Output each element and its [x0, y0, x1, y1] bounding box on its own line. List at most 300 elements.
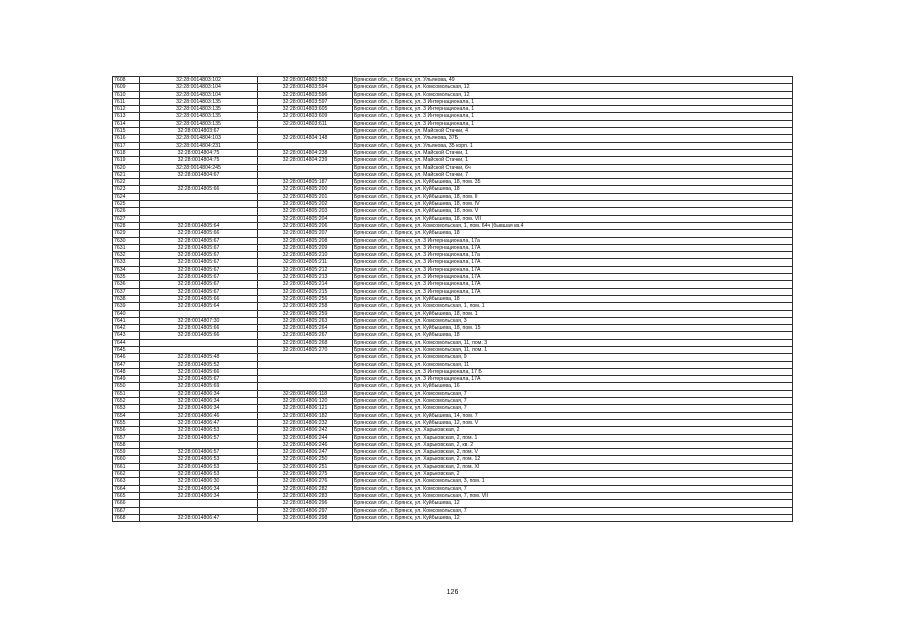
land-cadastral-number-cell: 32:28:0014806:34	[140, 398, 258, 405]
row-number-cell: 7659	[113, 449, 140, 456]
land-cadastral-number-cell: 32:28:0014806:34	[140, 405, 258, 412]
land-cadastral-number-cell: 32:28:0014805:66	[140, 230, 258, 237]
table-row	[113, 252, 793, 259]
land-cadastral-number-cell: 32:28:0014806:34	[140, 492, 258, 499]
table-row	[113, 164, 793, 171]
object-cadastral-number-cell	[258, 361, 353, 368]
row-number-cell: 7647	[113, 361, 140, 368]
row-number-cell: 7616	[113, 135, 140, 142]
address-cell: Брянская обл., г. Брянск, ул. Куйбышева, 18	[353, 332, 793, 339]
address-cell: Брянская обл., г. Брянск, ул. Комсомольская, 7	[353, 485, 793, 492]
table-row	[113, 310, 793, 317]
table-row	[113, 135, 793, 142]
address-cell: Брянская обл., г. Брянск, ул. Харьковская, 2, пом. XI	[353, 463, 793, 470]
row-number-cell: 7610	[113, 91, 140, 98]
address-cell: Брянская обл., г. Брянск, ул. Куйбышева, 16	[353, 383, 793, 390]
object-cadastral-number-cell: 32:28:0014806:247	[258, 449, 353, 456]
table-row	[113, 339, 793, 346]
table-row	[113, 281, 793, 288]
table-row	[113, 492, 793, 499]
land-cadastral-number-cell	[140, 339, 258, 346]
row-number-cell: 7622	[113, 179, 140, 186]
table-row	[113, 201, 793, 208]
address-cell: Брянская обл., г. Брянск, ул. 3 Интернационала, 1	[353, 106, 793, 113]
object-cadastral-number-cell: 32:28:0014806:118	[258, 390, 353, 397]
row-number-cell: 7619	[113, 157, 140, 164]
row-number-cell: 7630	[113, 237, 140, 244]
row-number-cell: 7652	[113, 398, 140, 405]
object-cadastral-number-cell: 32:28:0014806:282	[258, 485, 353, 492]
object-cadastral-number-cell: 32:28:0014805:214	[258, 281, 353, 288]
land-cadastral-number-cell	[140, 500, 258, 507]
table-row	[113, 354, 793, 361]
object-cadastral-number-cell: 32:28:0014805:209	[258, 244, 353, 251]
row-number-cell: 7653	[113, 405, 140, 412]
table-row	[113, 507, 793, 514]
row-number-cell: 7639	[113, 303, 140, 310]
table-row	[113, 405, 793, 412]
land-cadastral-number-cell: 32:28:0014806:53	[140, 471, 258, 478]
row-number-cell: 7642	[113, 325, 140, 332]
land-cadastral-number-cell: 32:28:0014806:34	[140, 390, 258, 397]
object-cadastral-number-cell: 32:28:0014803:611	[258, 120, 353, 127]
row-number-cell: 7628	[113, 222, 140, 229]
address-cell: Брянская обл., г. Брянск, ул. Майской Стачки, 7	[353, 171, 793, 178]
row-number-cell: 7667	[113, 507, 140, 514]
object-cadastral-number-cell: 32:28:0014804:239	[258, 157, 353, 164]
address-cell: Брянская обл., г. Брянск, ул. Комсомольская, 7, пом. VII	[353, 492, 793, 499]
land-cadastral-number-cell: 32:28:0014804:231	[140, 142, 258, 149]
address-cell: Брянская обл., г. Брянск, ул. Комсомольская, 7	[353, 405, 793, 412]
table-row	[113, 456, 793, 463]
object-cadastral-number-cell: 32:28:0014804:238	[258, 149, 353, 156]
land-cadastral-number-cell: 32:28:0014805:67	[140, 237, 258, 244]
object-cadastral-number-cell: 32:28:0014805:258	[258, 303, 353, 310]
object-cadastral-number-cell	[258, 383, 353, 390]
land-cadastral-number-cell: 32:28:0014805:67	[140, 259, 258, 266]
object-cadastral-number-cell	[258, 368, 353, 375]
row-number-cell: 7617	[113, 142, 140, 149]
land-cadastral-number-cell	[140, 208, 258, 215]
address-cell: Брянская обл., г. Брянск, ул. 3 Интернационала, 17А	[353, 259, 793, 266]
row-number-cell: 7668	[113, 514, 140, 521]
land-cadastral-number-cell: 32:28:0014805:67	[140, 252, 258, 259]
table-row	[113, 303, 793, 310]
row-number-cell: 7629	[113, 230, 140, 237]
row-number-cell: 7638	[113, 295, 140, 302]
address-cell: Брянская обл., г. Брянск, ул. Комсомольская, 7	[353, 507, 793, 514]
address-cell: Брянская обл., г. Брянск, ул. 3 Интернационала, 17а	[353, 237, 793, 244]
land-cadastral-number-cell: 32:28:0014804:75	[140, 157, 258, 164]
land-cadastral-number-cell: 32:28:0014805:67	[140, 376, 258, 383]
address-cell: Брянская обл., г. Брянск, ул. Майской Стачки, 6ч	[353, 164, 793, 171]
row-number-cell: 7665	[113, 492, 140, 499]
land-cadastral-number-cell: 32:28:0014806:46	[140, 412, 258, 419]
row-number-cell: 7648	[113, 368, 140, 375]
table-row	[113, 98, 793, 105]
land-cadastral-number-cell: 32:28:0014803:102	[140, 77, 258, 84]
row-number-cell: 7635	[113, 274, 140, 281]
row-number-cell: 7651	[113, 390, 140, 397]
row-number-cell: 7626	[113, 208, 140, 215]
address-cell: Брянская обл., г. Брянск, ул. Куйбышева, 18	[353, 230, 793, 237]
address-cell: Брянская обл., г. Брянск, ул. Ульянова, 49	[353, 77, 793, 84]
land-cadastral-number-cell: 32:28:0014803:135	[140, 120, 258, 127]
address-cell: Брянская обл., г. Брянск, ул. 3 Интернационала, 17а	[353, 252, 793, 259]
table-row	[113, 157, 793, 164]
table-row	[113, 412, 793, 419]
land-cadastral-number-cell: 32:28:0014805:67	[140, 274, 258, 281]
object-cadastral-number-cell: 32:28:0014805:256	[258, 295, 353, 302]
row-number-cell: 7609	[113, 84, 140, 91]
object-cadastral-number-cell: 32:28:0014806:298	[258, 514, 353, 521]
land-cadastral-number-cell	[140, 507, 258, 514]
land-cadastral-number-cell: 32:28:0014805:66	[140, 325, 258, 332]
row-number-cell: 7661	[113, 463, 140, 470]
land-cadastral-number-cell: 32:28:0014805:64	[140, 222, 258, 229]
object-cadastral-number-cell: 32:28:0014805:208	[258, 237, 353, 244]
row-number-cell: 7660	[113, 456, 140, 463]
row-number-cell: 7624	[113, 193, 140, 200]
land-cadastral-number-cell: 32:28:0014803:104	[140, 84, 258, 91]
table-row	[113, 441, 793, 448]
land-cadastral-number-cell	[140, 201, 258, 208]
land-cadastral-number-cell: 32:28:0014805:67	[140, 288, 258, 295]
address-cell: Брянская обл., г. Брянск, ул. 3 Интернационала, 17А	[353, 274, 793, 281]
land-cadastral-number-cell: 32:28:0014805:69	[140, 383, 258, 390]
land-cadastral-number-cell: 32:28:0014806:53	[140, 427, 258, 434]
row-number-cell: 7634	[113, 266, 140, 273]
object-cadastral-number-cell: 32:28:0014806:250	[258, 456, 353, 463]
address-cell: Брянская обл., г. Брянск, ул. Куйбышева, 12, пом. V	[353, 419, 793, 426]
table-row	[113, 390, 793, 397]
object-cadastral-number-cell: 32:28:0014805:268	[258, 339, 353, 346]
row-number-cell: 7608	[113, 77, 140, 84]
table-row	[113, 149, 793, 156]
object-cadastral-number-cell: 32:28:0014803:597	[258, 98, 353, 105]
address-cell: Брянская обл., г. Брянск, ул. Куйбышева, 12	[353, 514, 793, 521]
table-row	[113, 500, 793, 507]
table-row	[113, 215, 793, 222]
table-row	[113, 128, 793, 135]
address-cell: Брянская обл., г. Брянск, ул. Харьковская, 2	[353, 471, 793, 478]
row-number-cell: 7644	[113, 339, 140, 346]
land-cadastral-number-cell	[140, 179, 258, 186]
table-row	[113, 230, 793, 237]
row-number-cell: 7666	[113, 500, 140, 507]
table-row	[113, 514, 793, 521]
address-cell: Брянская обл., г. Брянск, ул. Комсомольская, 12	[353, 91, 793, 98]
object-cadastral-number-cell: 32:28:0014803:596	[258, 91, 353, 98]
object-cadastral-number-cell: 32:28:0014805:259	[258, 310, 353, 317]
address-cell: Брянская обл., г. Брянск, ул. Майской Стачки, 1	[353, 157, 793, 164]
table-row	[113, 222, 793, 229]
table-row	[113, 398, 793, 405]
land-cadastral-number-cell: 32:28:0014805:66	[140, 368, 258, 375]
address-cell: Брянская обл., г. Брянск, ул. 3 Интернационала, 17А	[353, 376, 793, 383]
land-cadastral-number-cell: 32:28:0014806:47	[140, 419, 258, 426]
address-cell: Брянская обл., г. Брянск, ул. 3 Интернационала, 17А	[353, 281, 793, 288]
land-cadastral-number-cell: 32:28:0014806:53	[140, 456, 258, 463]
table-row	[113, 325, 793, 332]
table-row	[113, 485, 793, 492]
land-cadastral-number-cell: 32:28:0014805:66	[140, 332, 258, 339]
object-cadastral-number-cell: 32:28:0014805:201	[258, 193, 353, 200]
table-row	[113, 84, 793, 91]
row-number-cell: 7627	[113, 215, 140, 222]
row-number-cell: 7657	[113, 434, 140, 441]
row-number-cell: 7625	[113, 201, 140, 208]
table-row	[113, 427, 793, 434]
object-cadastral-number-cell: 32:28:0014805:264	[258, 325, 353, 332]
address-cell: Брянская обл., г. Брянск, ул. Комсомольская, 7	[353, 390, 793, 397]
row-number-cell: 7618	[113, 149, 140, 156]
land-cadastral-number-cell: 32:28:0014805:67	[140, 266, 258, 273]
address-cell: Брянская обл., г. Брянск, ул. Комсомольская, 11	[353, 361, 793, 368]
row-number-cell: 7662	[113, 471, 140, 478]
table-row	[113, 434, 793, 441]
land-cadastral-number-cell: 32:28:0014806:57	[140, 434, 258, 441]
object-cadastral-number-cell: 32:28:0014806:251	[258, 463, 353, 470]
land-cadastral-number-cell: 32:28:0014805:48	[140, 354, 258, 361]
address-cell: Брянская обл., г. Брянск, ул. Куйбышева, 12	[353, 500, 793, 507]
land-cadastral-number-cell: 32:28:0014807:30	[140, 317, 258, 324]
object-cadastral-number-cell	[258, 142, 353, 149]
row-number-cell: 7620	[113, 164, 140, 171]
object-cadastral-number-cell: 32:28:0014805:206	[258, 222, 353, 229]
table-row	[113, 346, 793, 353]
row-number-cell: 7646	[113, 354, 140, 361]
address-cell: Брянская обл., г. Брянск, ул. Комсомольская, 7	[353, 398, 793, 405]
object-cadastral-number-cell: 32:28:0014805:203	[258, 208, 353, 215]
land-cadastral-number-cell: 32:28:0014805:64	[140, 303, 258, 310]
address-cell: Брянская обл., г. Брянск, ул. Харьковская, 2, пом. V	[353, 449, 793, 456]
address-cell: Брянская обл., г. Брянск, ул. 3 Интернационала, 17А	[353, 288, 793, 295]
land-cadastral-number-cell: 32:28:0014803:135	[140, 113, 258, 120]
row-number-cell: 7641	[113, 317, 140, 324]
row-number-cell: 7645	[113, 346, 140, 353]
object-cadastral-number-cell: 32:28:0014806:232	[258, 419, 353, 426]
land-cadastral-number-cell: 32:28:0014805:67	[140, 281, 258, 288]
row-number-cell: 7650	[113, 383, 140, 390]
row-number-cell: 7656	[113, 427, 140, 434]
page-number: 126	[446, 589, 459, 596]
object-cadastral-number-cell: 32:28:0014806:246	[258, 441, 353, 448]
object-cadastral-number-cell: 32:28:0014806:297	[258, 507, 353, 514]
table-row	[113, 120, 793, 127]
address-cell: Брянская обл., г. Брянск, ул. Комсомольская, 3, пом. 1	[353, 478, 793, 485]
row-number-cell: 7611	[113, 98, 140, 105]
address-cell: Брянская обл., г. Брянск, ул. 3 Интернационала, 17А	[353, 244, 793, 251]
table-row	[113, 463, 793, 470]
land-cadastral-number-cell: 32:28:0014805:66	[140, 186, 258, 193]
table-row	[113, 419, 793, 426]
object-cadastral-number-cell: 32:28:0014805:202	[258, 201, 353, 208]
row-number-cell: 7631	[113, 244, 140, 251]
object-cadastral-number-cell: 32:28:0014804:148	[258, 135, 353, 142]
object-cadastral-number-cell	[258, 354, 353, 361]
land-cadastral-number-cell: 32:28:0014805:52	[140, 361, 258, 368]
row-number-cell: 7664	[113, 485, 140, 492]
row-number-cell: 7643	[113, 332, 140, 339]
address-cell: Брянская обл., г. Брянск, ул. Куйбышева, 18, пом. II	[353, 193, 793, 200]
object-cadastral-number-cell: 32:28:0014805:210	[258, 252, 353, 259]
land-cadastral-number-cell: 32:28:0014805:67	[140, 244, 258, 251]
address-cell: Брянская обл., г. Брянск, ул. Комсомольская, 3	[353, 317, 793, 324]
address-cell: Брянская обл., г. Брянск, ул. Комсомольская, 1, пом. 1	[353, 303, 793, 310]
object-cadastral-number-cell: 32:28:0014806:182	[258, 412, 353, 419]
object-cadastral-number-cell: 32:28:0014806:244	[258, 434, 353, 441]
address-cell: Брянская обл., г. Брянск, ул. Комсомольская, 11, пом. 1	[353, 346, 793, 353]
address-cell: Брянская обл., г. Брянск, ул. 3 Интернационала, 17А	[353, 266, 793, 273]
table-row	[113, 317, 793, 324]
land-cadastral-number-cell: 32:28:0014804:245	[140, 164, 258, 171]
object-cadastral-number-cell: 32:28:0014806:242	[258, 427, 353, 434]
table-row	[113, 383, 793, 390]
address-cell: Брянская обл., г. Брянск, ул. Комсомольская, 11, пом. 3	[353, 339, 793, 346]
land-cadastral-number-cell: 32:28:0014804:75	[140, 149, 258, 156]
row-number-cell: 7637	[113, 288, 140, 295]
row-number-cell: 7640	[113, 310, 140, 317]
object-cadastral-number-cell: 32:28:0014803:605	[258, 106, 353, 113]
table-row	[113, 193, 793, 200]
table-row	[113, 449, 793, 456]
address-cell: Брянская обл., г. Брянск, ул. Куйбышева, 18, пом. 1	[353, 310, 793, 317]
address-cell: Брянская обл., г. Брянск, ул. Харьковская, 2, пом. 1	[353, 434, 793, 441]
object-cadastral-number-cell: 32:28:0014806:283	[258, 492, 353, 499]
table-row	[113, 266, 793, 273]
address-cell: Брянская обл., г. Брянск, ул. 3 Интернационала, 1	[353, 120, 793, 127]
land-cadastral-number-cell	[140, 441, 258, 448]
address-cell: Брянская обл., г. Брянск, ул. Куйбышева, 18, пом. 15	[353, 325, 793, 332]
land-cadastral-number-cell: 32:28:0014804:67	[140, 171, 258, 178]
table-row	[113, 295, 793, 302]
land-cadastral-number-cell: 32:28:0014803:104	[140, 91, 258, 98]
address-cell: Брянская обл., г. Брянск, ул. Комсомольская, 1, пом. 64ч (бывшая кв.4	[353, 222, 793, 229]
land-cadastral-number-cell: 32:28:0014806:53	[140, 463, 258, 470]
row-number-cell: 7613	[113, 113, 140, 120]
address-cell: Брянская обл., г. Брянск, ул. 3 Интернационала, 1	[353, 113, 793, 120]
address-cell: Брянская обл., г. Брянск, ул. Харьковская, 2, пом. 12	[353, 456, 793, 463]
land-cadastral-number-cell	[140, 310, 258, 317]
object-cadastral-number-cell	[258, 171, 353, 178]
land-cadastral-number-cell: 32:28:0014806:34	[140, 485, 258, 492]
object-cadastral-number-cell: 32:28:0014803:609	[258, 113, 353, 120]
object-cadastral-number-cell: 32:28:0014805:263	[258, 317, 353, 324]
object-cadastral-number-cell: 32:28:0014805:212	[258, 266, 353, 273]
table-row	[113, 113, 793, 120]
object-cadastral-number-cell: 32:28:0014805:207	[258, 230, 353, 237]
land-cadastral-number-cell	[140, 215, 258, 222]
table-row	[113, 237, 793, 244]
object-cadastral-number-cell: 32:28:0014805:213	[258, 274, 353, 281]
table-row	[113, 208, 793, 215]
table-row	[113, 478, 793, 485]
address-cell: Брянская обл., г. Брянск, ул. Харьковская, 2	[353, 427, 793, 434]
object-cadastral-number-cell: 32:28:0014805:200	[258, 186, 353, 193]
object-cadastral-number-cell: 32:28:0014806:275	[258, 471, 353, 478]
land-cadastral-number-cell: 32:28:0014803:135	[140, 98, 258, 105]
address-cell: Брянская обл., г. Брянск, ул. Майской Стачки, 1	[353, 149, 793, 156]
address-cell: Брянская обл., г. Брянск, ул. 3 Интернационала, 1	[353, 98, 793, 105]
row-number-cell: 7636	[113, 281, 140, 288]
object-cadastral-number-cell	[258, 164, 353, 171]
row-number-cell: 7658	[113, 441, 140, 448]
table-row	[113, 471, 793, 478]
table-row	[113, 368, 793, 375]
table-body	[113, 77, 793, 522]
row-number-cell: 7621	[113, 171, 140, 178]
table-row	[113, 274, 793, 281]
land-cadastral-number-cell	[140, 346, 258, 353]
land-cadastral-number-cell: 32:28:0014806:47	[140, 514, 258, 521]
object-cadastral-number-cell: 32:28:0014805:267	[258, 332, 353, 339]
table-row	[113, 332, 793, 339]
table-row	[113, 77, 793, 84]
object-cadastral-number-cell: 32:28:0014805:204	[258, 215, 353, 222]
address-cell: Брянская обл., г. Брянск, ул. Майской Стачки, 4	[353, 128, 793, 135]
table-row	[113, 91, 793, 98]
object-cadastral-number-cell: 32:28:0014806:276	[258, 478, 353, 485]
address-cell: Брянская обл., г. Брянск, ул. Куйбышева, 18, пом. V	[353, 208, 793, 215]
land-cadastral-number-cell: 32:28:0014804:103	[140, 135, 258, 142]
table-row	[113, 244, 793, 251]
object-cadastral-number-cell: 32:28:0014805:270	[258, 346, 353, 353]
object-cadastral-number-cell: 32:28:0014803:594	[258, 84, 353, 91]
table-row	[113, 179, 793, 186]
address-cell: Брянская обл., г. Брянск, ул. Куйбышева, 18	[353, 295, 793, 302]
address-cell: Брянская обл., г. Брянск, ул. Харьковская, 2, кв. 2	[353, 441, 793, 448]
address-cell: Брянская обл., г. Брянск, ул. Куйбышева, 18, пом. IV	[353, 201, 793, 208]
object-cadastral-number-cell: 32:28:0014803:592	[258, 77, 353, 84]
land-cadastral-number-cell	[140, 193, 258, 200]
address-cell: Брянская обл., г. Брянск, ул. 3 Интернационала, 17 Б	[353, 368, 793, 375]
object-cadastral-number-cell: 32:28:0014806:120	[258, 398, 353, 405]
row-number-cell: 7649	[113, 376, 140, 383]
land-cadastral-number-cell: 32:28:0014806:57	[140, 449, 258, 456]
land-cadastral-number-cell: 32:28:0014805:66	[140, 295, 258, 302]
address-cell: Брянская обл., г. Брянск, ул. Комсомольская, 9	[353, 354, 793, 361]
land-cadastral-number-cell: 32:28:0014806:30	[140, 478, 258, 485]
table-row	[113, 142, 793, 149]
object-cadastral-number-cell: 32:28:0014805:215	[258, 288, 353, 295]
address-cell: Брянская обл., г. Брянск, ул. Куйбышева, 18	[353, 186, 793, 193]
address-cell: Брянская обл., г. Брянск, ул. Ульянова, 37Б	[353, 135, 793, 142]
table-row	[113, 186, 793, 193]
object-cadastral-number-cell: 32:28:0014805:211	[258, 259, 353, 266]
table-row	[113, 361, 793, 368]
object-cadastral-number-cell	[258, 376, 353, 383]
row-number-cell: 7615	[113, 128, 140, 135]
row-number-cell: 7654	[113, 412, 140, 419]
address-cell: Брянская обл., г. Брянск, ул. Куйбышева, 18, пом. VII	[353, 215, 793, 222]
address-cell: Брянская обл., г. Брянск, ул. Комсомольская, 12	[353, 84, 793, 91]
address-cell: Брянская обл., г. Брянск, ул. Куйбышева, 14, пом. 7	[353, 412, 793, 419]
object-cadastral-number-cell: 32:28:0014805:187	[258, 179, 353, 186]
table-row	[113, 171, 793, 178]
row-number-cell: 7623	[113, 186, 140, 193]
object-cadastral-number-cell	[258, 128, 353, 135]
address-cell: Брянская обл., г. Брянск, ул. Куйбышева, 18, пом. 35	[353, 179, 793, 186]
table-row	[113, 288, 793, 295]
address-cell: Брянская обл., г. Брянск, ул. Ульянова, 35 корп. 1	[353, 142, 793, 149]
row-number-cell: 7614	[113, 120, 140, 127]
table-row	[113, 106, 793, 113]
row-number-cell: 7663	[113, 478, 140, 485]
land-cadastral-number-cell: 32:28:0014803:67	[140, 128, 258, 135]
object-cadastral-number-cell: 32:28:0014806:121	[258, 405, 353, 412]
property-register-table	[112, 76, 793, 522]
